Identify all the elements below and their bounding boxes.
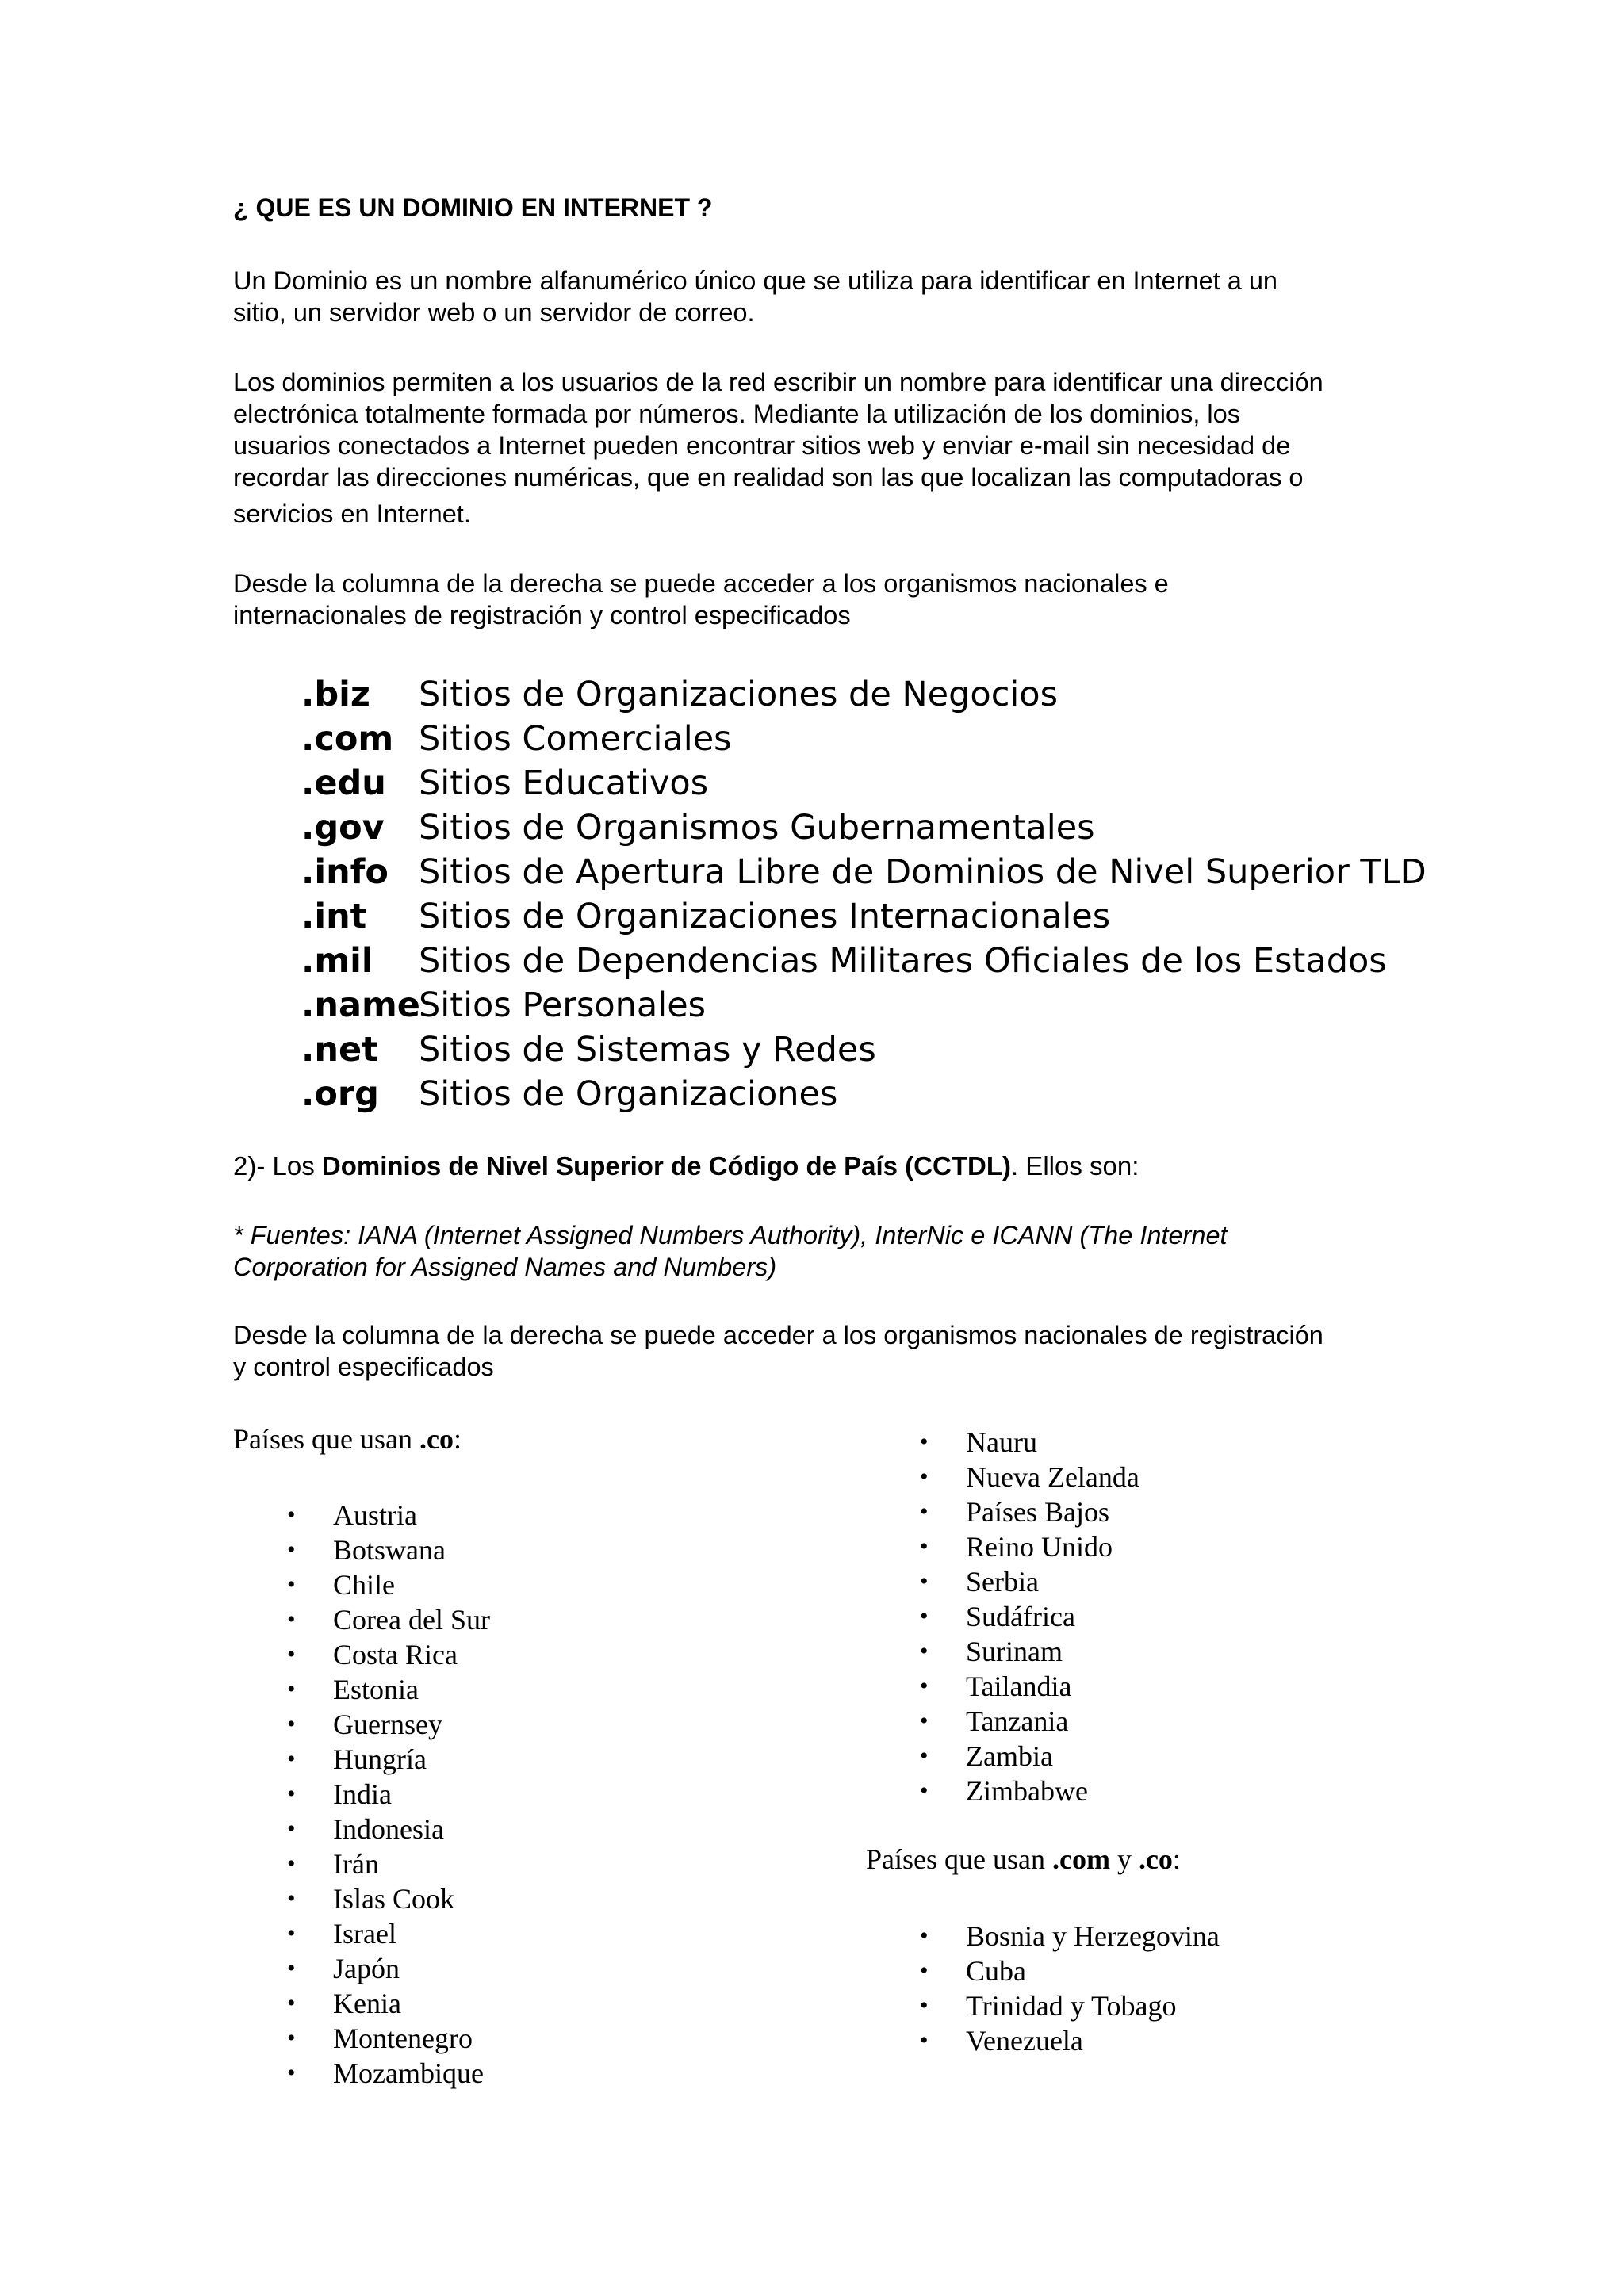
country-name: Tailandia	[966, 1670, 1072, 1702]
bullet-icon: •	[920, 1533, 929, 1559]
heading-text: Países que usan	[866, 1843, 1052, 1875]
domain-description: Sitios de Organismos Gubernamentales	[419, 808, 1095, 848]
bullet-icon: •	[287, 1641, 296, 1667]
country-name: Japón	[333, 1953, 400, 1984]
country-list-item	[866, 1425, 1139, 1460]
domain-code: .name	[301, 985, 420, 1025]
bullet-icon: •	[920, 1464, 929, 1490]
paragraph-line: y control especificados	[233, 1353, 494, 1381]
paragraph-line: Desde la columna de la derecha se puede acceder a los organismos nacionales e	[233, 569, 1169, 598]
country-list-item	[233, 1881, 490, 1916]
domain-description: Sitios de Sistemas y Redes	[419, 1030, 876, 1070]
bullet-icon: •	[920, 1673, 929, 1699]
country-name: Austria	[333, 1499, 417, 1531]
country-list-item	[866, 1919, 1220, 1954]
domain-code: .gov	[301, 808, 385, 848]
country-list-item	[866, 2023, 1220, 2058]
bullet-icon: •	[920, 1603, 929, 1629]
country-list-item	[233, 1498, 490, 1533]
country-list-item	[233, 1812, 490, 1846]
heading-text: y	[1109, 1843, 1139, 1875]
bullet-icon: •	[920, 1568, 929, 1594]
domain-code: .mil	[301, 941, 373, 981]
country-list-item	[233, 1916, 490, 1951]
bullet-icon: •	[287, 1536, 296, 1563]
bullet-icon: •	[920, 1498, 929, 1525]
country-name: Mozambique	[333, 2057, 484, 2089]
country-name: Trinidad y Tobago	[966, 1990, 1177, 2022]
country-name: Costa Rica	[333, 1639, 458, 1670]
country-list-item	[233, 2021, 490, 2056]
domain-code: .info	[301, 852, 389, 892]
country-name: Países Bajos	[966, 1496, 1110, 1528]
heading-colon: :	[453, 1423, 462, 1455]
country-name: Guernsey	[333, 1709, 442, 1740]
cctdl-suffix: . Ellos son:	[1010, 1151, 1139, 1181]
domain-list	[301, 672, 1427, 1116]
country-list-item	[233, 1951, 490, 1986]
country-list-item	[866, 1529, 1139, 1564]
country-list-item	[233, 1846, 490, 1881]
bullet-icon: •	[287, 1920, 296, 1946]
bullet-icon: •	[920, 2027, 929, 2053]
country-name: Cuba	[966, 1955, 1026, 1987]
domain-row	[301, 1027, 1427, 1072]
paragraph-line: electrónica totalmente formada por números. Mediante la utilización de los dominios, los	[233, 400, 1240, 428]
country-name: Chile	[333, 1569, 395, 1601]
country-name: Nauru	[966, 1426, 1037, 1458]
bullet-icon: •	[920, 1743, 929, 1769]
country-name: Zimbabwe	[966, 1775, 1088, 1807]
paragraph-line: recordar las direcciones numéricas, que en realidad son las que localizan las computadoras o	[233, 463, 1304, 492]
bullet-icon: •	[920, 1992, 929, 2019]
country-list-item	[866, 1494, 1139, 1529]
domain-description: Sitios de Apertura Libre de Dominios de Nivel Superior TLD	[419, 852, 1427, 892]
domain-row	[301, 761, 1427, 806]
bullet-icon: •	[287, 1502, 296, 1528]
domain-row	[301, 983, 1427, 1027]
page-title: ¿ QUE ES UN DOMINIO EN INTERNET ?	[233, 193, 713, 222]
country-name: Botswana	[333, 1534, 446, 1566]
source-note	[233, 1219, 1228, 1283]
domain-description: Sitios Educativos	[419, 763, 709, 803]
country-name: Venezuela	[966, 2025, 1083, 2057]
domain-code: .biz	[301, 675, 370, 714]
country-name: Hungría	[333, 1743, 427, 1775]
domain-row	[301, 717, 1427, 761]
country-list-item	[233, 1672, 490, 1707]
domain-row	[301, 806, 1427, 850]
source-note-line: Corporation for Assigned Names and Numbers)	[233, 1253, 777, 1281]
bullet-icon: •	[287, 2025, 296, 2051]
domain-description: Sitios Personales	[419, 985, 707, 1025]
domain-row	[301, 894, 1427, 939]
paragraph-line: Los dominios permiten a los usuarios de la red escribir un nombre para identificar una dirección	[233, 368, 1323, 396]
heading-domain: .co	[419, 1423, 454, 1455]
heading-domain: .com	[1051, 1843, 1110, 1875]
bullet-icon: •	[920, 1638, 929, 1664]
bullet-icon: •	[920, 1429, 929, 1455]
definition-paragraph	[233, 265, 1423, 328]
domain-code: .edu	[301, 763, 386, 803]
bullet-icon: •	[287, 1885, 296, 1911]
country-list-item	[866, 1669, 1139, 1704]
heading-domain: .co	[1138, 1843, 1173, 1875]
country-name: Surinam	[966, 1636, 1063, 1667]
country-name: Kenia	[333, 1988, 401, 2019]
heading-text: Países que usan	[233, 1423, 419, 1455]
bullet-icon: •	[287, 1990, 296, 2016]
access-paragraph	[233, 568, 1423, 631]
country-list-item	[233, 2056, 490, 2091]
country-name: Montenegro	[333, 2022, 473, 2054]
domain-description: Sitios de Organizaciones de Negocios	[419, 675, 1058, 714]
access-paragraph-2	[233, 1319, 1423, 1383]
bullet-icon: •	[287, 1606, 296, 1632]
country-name: Irán	[333, 1848, 379, 1880]
domain-description: Sitios de Dependencias Militares Oficiales de los Estados	[419, 941, 1387, 981]
paragraph-line: Un Dominio es un nombre alfanumérico único que se utiliza para identificar en Internet a un	[233, 266, 1277, 295]
country-list-item	[233, 1707, 490, 1742]
country-list-item	[233, 1637, 490, 1672]
domain-row	[301, 850, 1427, 894]
bullet-icon: •	[287, 1676, 296, 1702]
countries-co-list-right	[866, 1425, 1139, 1808]
bullet-icon: •	[287, 1571, 296, 1598]
country-list-item	[866, 1460, 1139, 1494]
paragraph-line: Desde la columna de la derecha se puede acceder a los organismos nacionales de registración	[233, 1321, 1323, 1349]
paragraph-line: internacionales de registración y control especificados	[233, 601, 851, 629]
countries-co-list-left	[233, 1498, 490, 2091]
country-name: Islas Cook	[333, 1883, 454, 1915]
bullet-icon: •	[287, 2060, 296, 2086]
bullet-icon: •	[920, 1923, 929, 1949]
country-name: Indonesia	[333, 1813, 444, 1845]
bullet-icon: •	[287, 1746, 296, 1772]
bullet-icon: •	[287, 1711, 296, 1737]
country-name: Bosnia y Herzegovina	[966, 1920, 1220, 1952]
country-list-item	[866, 1704, 1139, 1739]
country-list-item	[233, 1986, 490, 2021]
bullet-icon: •	[287, 1850, 296, 1877]
countries-co-heading	[233, 1422, 462, 1456]
countries-com-co-list	[866, 1919, 1220, 2058]
country-name: Zambia	[966, 1740, 1053, 1772]
bullet-icon: •	[920, 1777, 929, 1804]
countries-com-co-heading	[866, 1843, 1181, 1876]
paragraph-line: servicios en Internet.	[233, 499, 471, 528]
country-name: Corea del Sur	[333, 1604, 490, 1636]
cctdl-prefix: 2)- Los	[233, 1151, 322, 1181]
domain-code: .net	[301, 1030, 378, 1070]
country-name: Nueva Zelanda	[966, 1461, 1139, 1493]
country-list-item	[866, 1564, 1139, 1599]
country-name: Estonia	[333, 1674, 419, 1705]
country-list-item	[866, 1634, 1139, 1669]
paragraph-line: sitio, un servidor web o un servidor de correo.	[233, 298, 755, 327]
domain-code: .org	[301, 1074, 379, 1114]
country-name: Reino Unido	[966, 1531, 1113, 1563]
usage-paragraph	[233, 366, 1423, 530]
bullet-icon: •	[287, 1816, 296, 1842]
country-list-item	[866, 1988, 1220, 2023]
country-name: Tanzania	[966, 1705, 1069, 1737]
domain-code: .int	[301, 897, 367, 936]
country-name: Israel	[333, 1918, 396, 1950]
domain-description: Sitios de Organizaciones	[419, 1074, 838, 1114]
paragraph-line: usuarios conectados a Internet pueden encontrar sitios web y enviar e-mail sin necesidad de	[233, 431, 1291, 460]
heading-colon: :	[1172, 1843, 1181, 1875]
bullet-icon: •	[287, 1955, 296, 1981]
country-list-item	[233, 1602, 490, 1637]
domain-row	[301, 1072, 1427, 1116]
source-note-line: * Fuentes: IANA (Internet Assigned Numbers Authority), InterNic e ICANN (The Internet	[233, 1221, 1228, 1249]
country-list-item	[233, 1533, 490, 1567]
domain-row	[301, 939, 1427, 983]
bullet-icon: •	[920, 1708, 929, 1734]
country-list-item	[866, 1599, 1139, 1634]
domain-row	[301, 672, 1427, 717]
country-list-item	[866, 1954, 1220, 1988]
domain-description: Sitios de Organizaciones Internacionales	[419, 897, 1111, 936]
country-name: Serbia	[966, 1566, 1039, 1598]
bullet-icon: •	[287, 1781, 296, 1807]
cctdl-heading	[233, 1151, 1139, 1181]
country-list-item	[233, 1567, 490, 1602]
country-list-item	[866, 1774, 1139, 1808]
domain-description: Sitios Comerciales	[419, 719, 732, 759]
country-list-item	[233, 1777, 490, 1812]
cctdl-bold-term: Dominios de Nivel Superior de Código de País (CCTDL)	[321, 1151, 1011, 1181]
country-list-item	[233, 1742, 490, 1777]
country-list-item	[866, 1739, 1139, 1774]
bullet-icon: •	[920, 1957, 929, 1984]
country-name: Sudáfrica	[966, 1601, 1075, 1632]
country-name: India	[333, 1778, 392, 1810]
domain-code: .com	[301, 719, 394, 759]
